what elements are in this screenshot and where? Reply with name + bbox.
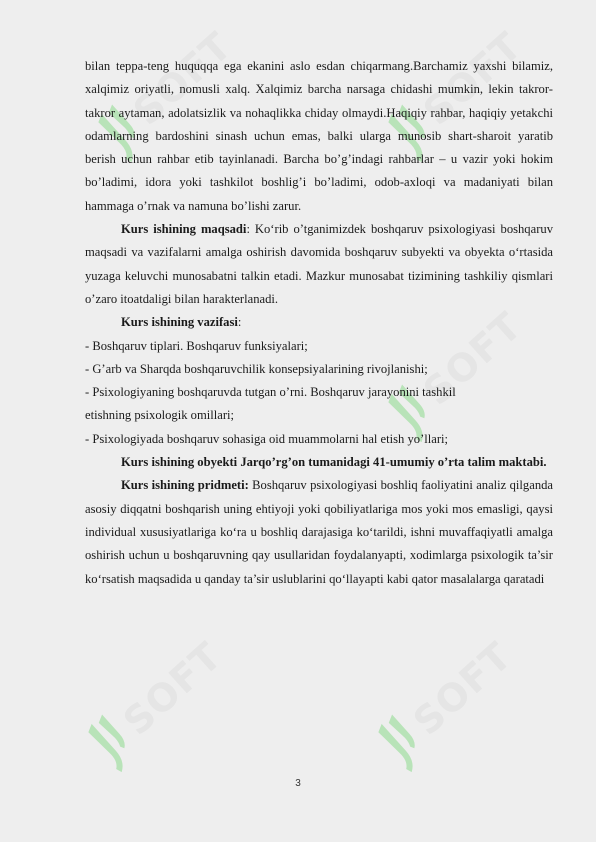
page-number: 3: [295, 778, 301, 789]
list-item: - Psixologiyaning boshqaruvda tutgan o’rni. Boshqaruv jarayonini tashkil: [85, 385, 456, 400]
logo-mark-icon: [369, 708, 437, 778]
list-item: - Psixologiyada boshqaruv sohasiga oid muammolarni hal etish yo’llari;: [85, 431, 449, 446]
paragraph-goal: [85, 218, 553, 311]
paragraph-tasks: Kurs ishining vazifasi:: [121, 315, 242, 330]
goal-heading: Kurs ishining maqsadi: [121, 222, 247, 237]
list-item: etishning psixologik omillari;: [85, 408, 235, 423]
logo-mark-icon: [79, 708, 147, 778]
list-item: - G’arb va Sharqda boshqaruvchilik konsepsiyalarining rivojlanishi;: [85, 361, 428, 376]
watermark: [369, 626, 527, 778]
document-body: [85, 55, 553, 591]
subject-heading: Kurs ishining pridmeti:: [121, 478, 249, 493]
paragraph-subject: [85, 474, 553, 590]
list-item: - Boshqaruv tiplari. Boshqaruv funksiyalari;: [85, 338, 308, 353]
tasks-heading: Kurs ishining vazifasi: [121, 315, 238, 330]
watermark-word: SOFT: [114, 633, 231, 744]
watermark-word: SOFT: [124, 23, 241, 134]
watermark-word: SOFT: [404, 633, 521, 744]
paragraph-object: [85, 451, 553, 474]
paragraph-intro: bilan teppa-teng huquqqa ega ekanini aslo esdan chiqarmang.Barchamiz yaxshi bilamiz, xalqimiz oriyatli, nomusli xalq. Xalqimiz barcha narsaga chidashi mumkin, lekin takror-takror aytaman, adolatsizlik va nohaqlikka chiday olmaydi.Haqiqiy rahbar, haqiqiy yetakchi odamlarning bardoshini sinash uchun emas, balki ularga munosib shart-sharoit yaratib berish uchun rahbar etib tayinlanadi. Barcha bo’g’indagi rahbarlar – u vazir yoki hokim bo’ladimi, idora yoki tashkilot boshlig’i bo’ladimi, odob-axloqi va madaniyati bilan hammaga o’rnak va namuna bo’lishi zarur.: [85, 59, 553, 213]
goal-text: : Ko‘rib o’tganimizdek boshqaruv psixologiyasi boshqaruv maqsadi va vazifalarni amalga oshirish davomida boshqaruv subyekti va obyekta o‘rtasida yuzaga keluvchi munosabatni talkin etadi. Mazkur munosabat tizimining tashkiliy qismlari o’zaro itoatdaligi bilan harakterlanadi.: [85, 222, 553, 306]
watermark-word: SOFT: [414, 23, 531, 134]
object-heading: Kurs ishining obyekti Jarqo’rg’on tumanidagi 41-umumiy o’rta talim maktabi.: [121, 455, 547, 470]
subject-text: Boshqaruv psixologiyasi boshliq faoliyatini analiz qilganda asosiy diqqatni boshqarish uning ehtiyoji yoki qobiliyatlariga mos yoki mos emasligi, qaysi individual xususiyatlariga ko‘ra u boshliq darajasiga ko‘tarildi, ishni muvaffaqiyatli amalga oshirish uchun u boshqaruvning qay usullaridan foydalanyapti, xodimlarga psixologik ta’sir ko‘rsatish maqsadida u qanday ta’sir uslublarini qo‘llayapti kabi qator masalalarga qaratadi: [85, 478, 553, 586]
watermark: [79, 626, 237, 778]
watermark-word: SOFT: [414, 303, 531, 414]
